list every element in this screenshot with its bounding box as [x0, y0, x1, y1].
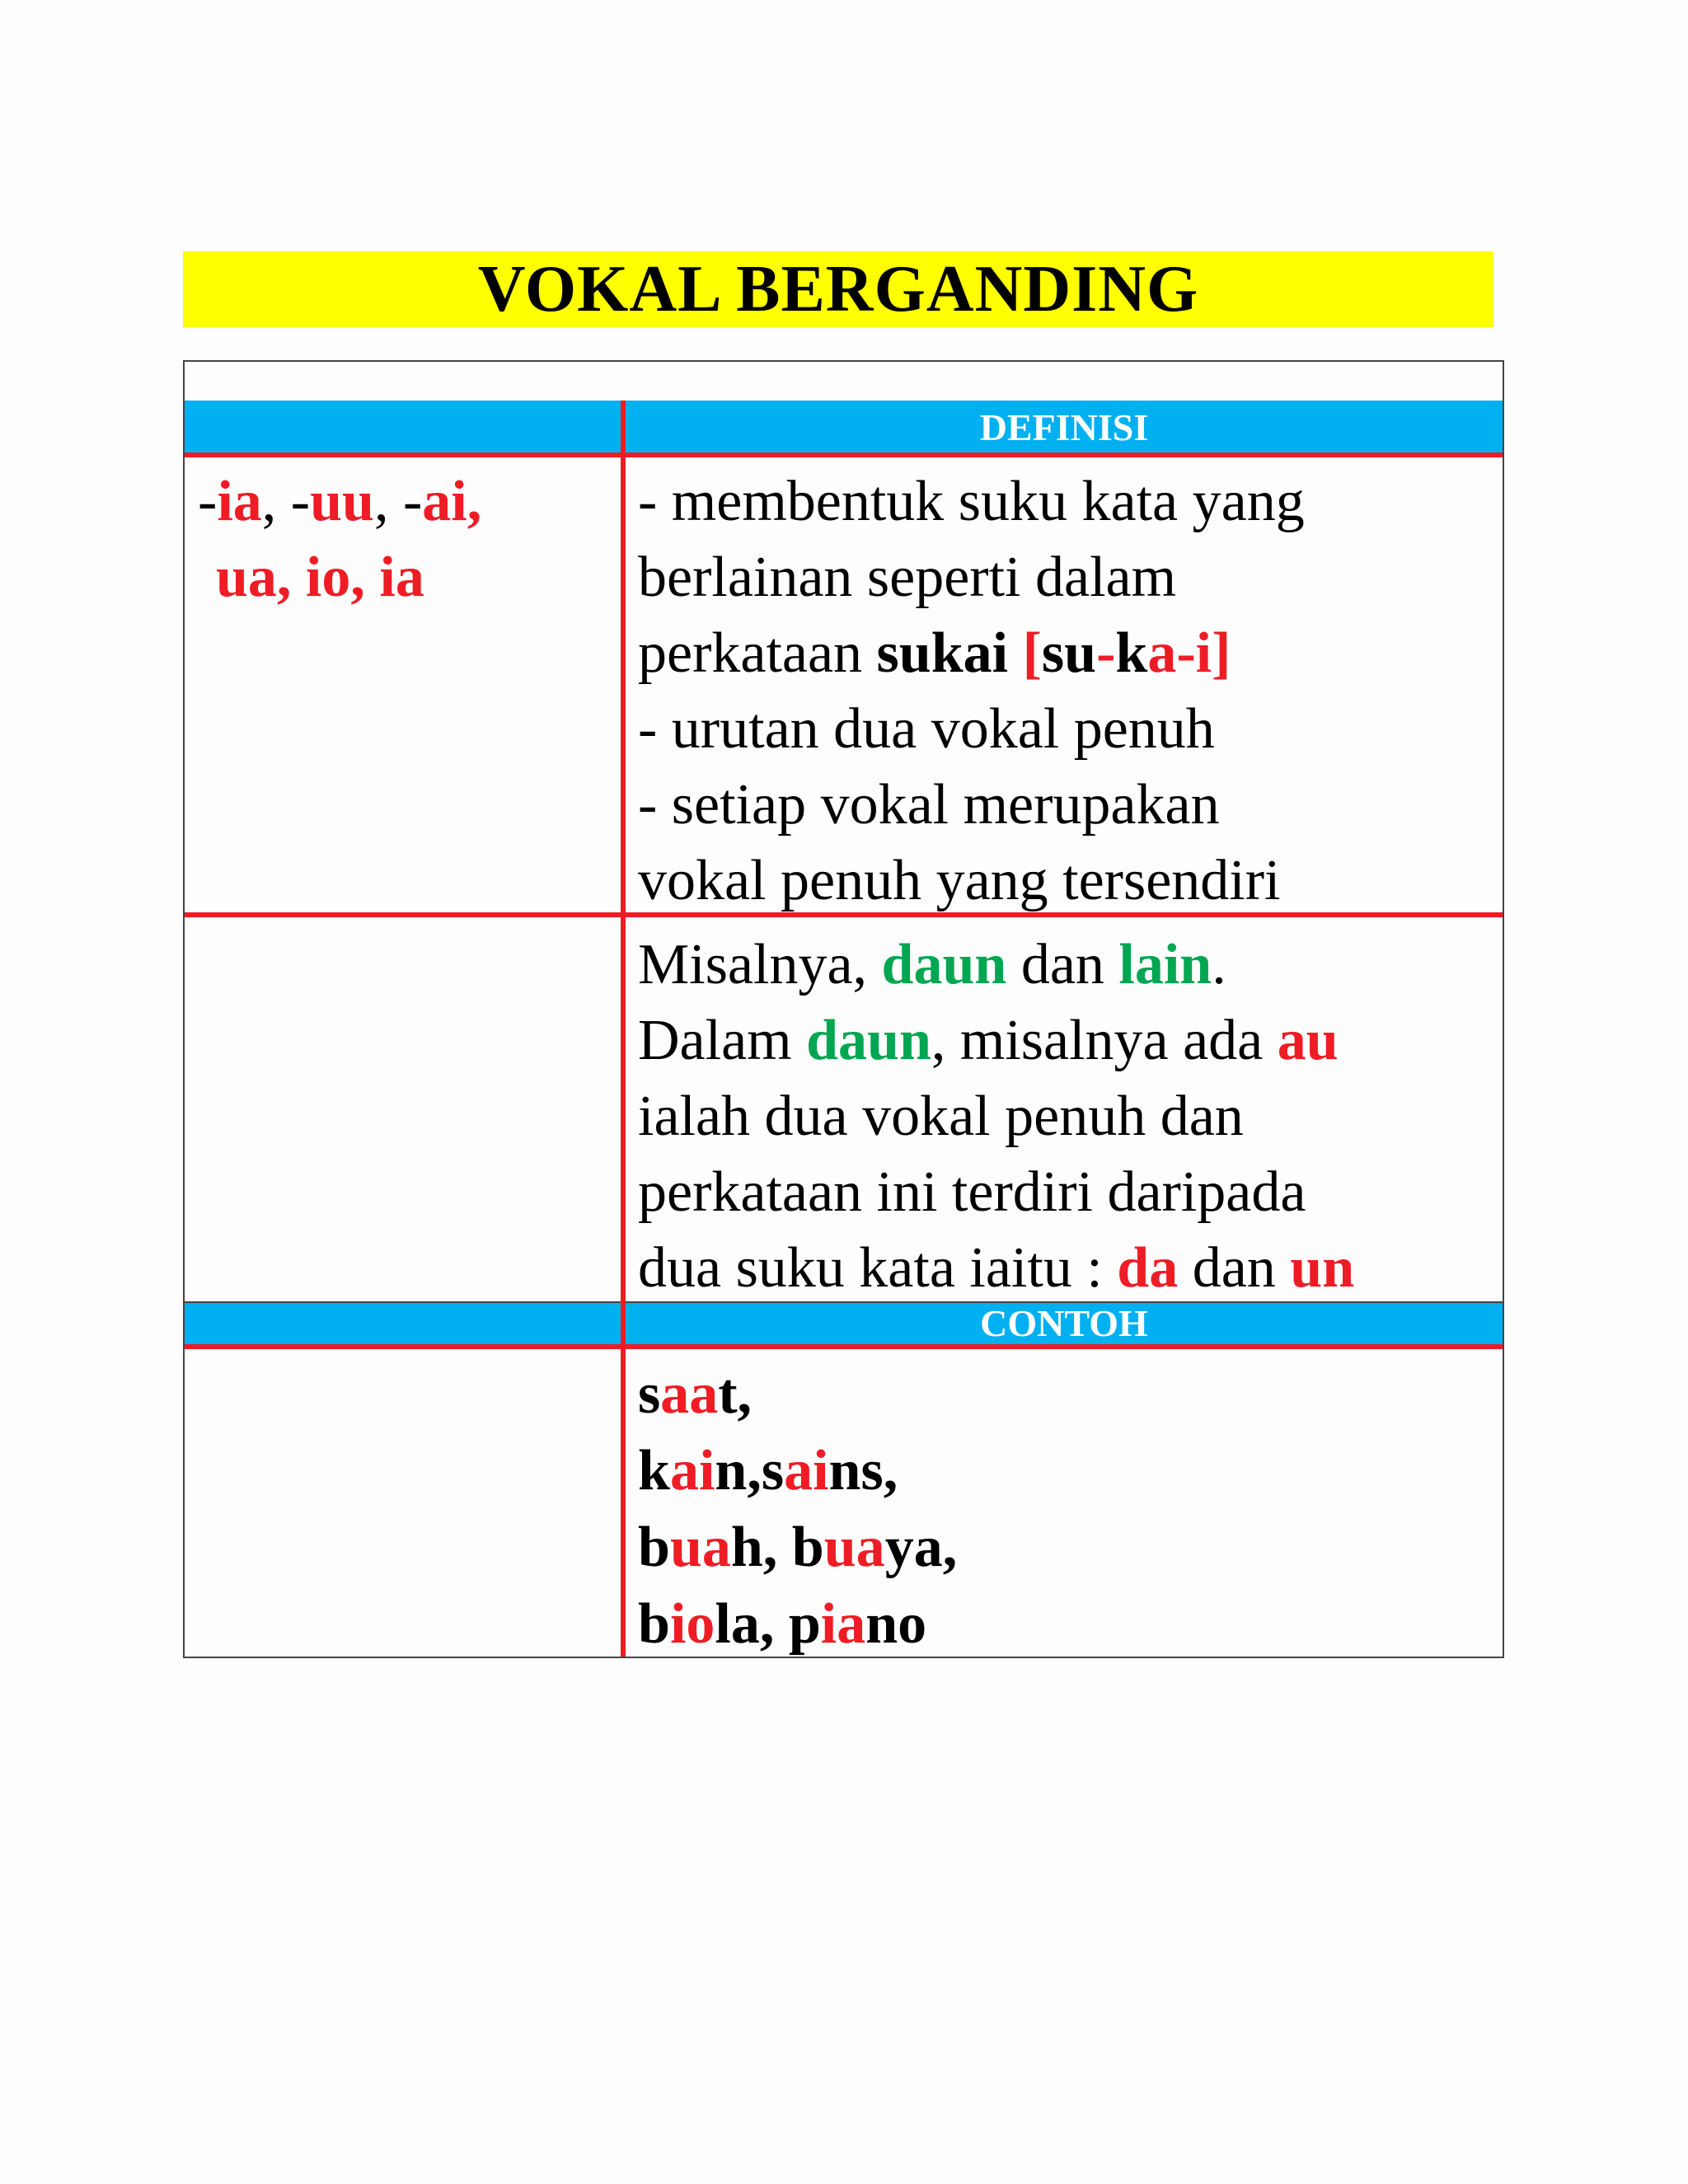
- text-line: [638, 927, 1495, 1003]
- vowel-pair-label: [198, 464, 614, 616]
- text-segment: au: [1277, 1009, 1339, 1072]
- text-segment: b: [638, 1516, 670, 1579]
- row-divider: [185, 912, 1503, 917]
- label-line: [198, 540, 614, 616]
- text-segment: a-i]: [1147, 621, 1231, 685]
- text-segment: [: [1022, 621, 1042, 685]
- definition-text: [638, 464, 1495, 919]
- text-segment: Dalam: [638, 1009, 807, 1072]
- text-segment: da: [1117, 1236, 1179, 1300]
- text-segment: su: [1041, 621, 1097, 685]
- text-line: [638, 616, 1495, 691]
- text-segment: ia: [217, 470, 262, 533]
- text-segment: aa: [660, 1362, 719, 1426]
- text-segment: -: [1096, 621, 1116, 685]
- text-line: [638, 1230, 1495, 1306]
- text-segment: - membentuk suku kata yang: [638, 470, 1305, 533]
- page-title: VOKAL BERGANDING: [183, 251, 1493, 327]
- text-segment: k: [1115, 621, 1148, 685]
- text-segment: uu: [310, 470, 374, 533]
- text-segment: ya,: [884, 1516, 958, 1579]
- text-line: [638, 1432, 1495, 1509]
- text-segment: ai: [784, 1439, 829, 1502]
- text-segment: b: [638, 1592, 670, 1656]
- text-line: [638, 540, 1495, 616]
- label-line: [198, 464, 614, 540]
- text-segment: vokal penuh yang tersendiri: [638, 849, 1281, 912]
- text-line: [638, 1079, 1495, 1155]
- text-segment: un: [1290, 1236, 1355, 1300]
- text-line: [638, 1155, 1495, 1230]
- text-segment: ai: [669, 1439, 715, 1502]
- row-divider: [185, 1344, 1503, 1349]
- text-line: [638, 1356, 1495, 1432]
- definition-header-label: DEFINISI: [979, 406, 1149, 448]
- text-segment: berlainan seperti dalam: [638, 546, 1177, 609]
- text-line: [638, 767, 1495, 843]
- text-segment: perkataan ini terdiri daripada: [638, 1160, 1306, 1224]
- text-line: [638, 1586, 1495, 1662]
- text-line: [638, 1509, 1495, 1586]
- text-segment: k: [638, 1439, 670, 1502]
- text-line: [638, 464, 1495, 540]
- text-segment: n,s: [715, 1439, 785, 1502]
- example-header-label: CONTOH: [980, 1302, 1148, 1344]
- text-line: [638, 1003, 1495, 1079]
- text-segment: daun: [881, 933, 1007, 996]
- text-segment: h, b: [730, 1516, 824, 1579]
- text-segment: lain: [1118, 933, 1212, 996]
- text-segment: s: [638, 1362, 661, 1426]
- definition-header: [185, 401, 1503, 452]
- text-segment: daun: [806, 1009, 931, 1072]
- text-segment: sukai: [876, 621, 1023, 685]
- text-line: [638, 843, 1495, 919]
- text-segment: ua, io, ia: [216, 546, 424, 609]
- text-segment: ns,: [828, 1439, 898, 1502]
- row-divider: [185, 452, 1503, 457]
- example-header: [185, 1303, 1503, 1344]
- text-segment: no: [865, 1592, 927, 1656]
- text-segment: ia: [820, 1592, 866, 1656]
- text-segment: -: [198, 470, 218, 533]
- text-segment: Misalnya,: [638, 933, 882, 996]
- text-segment: io: [669, 1592, 715, 1656]
- text-segment: .: [1212, 933, 1226, 996]
- text-segment: , -: [373, 470, 423, 533]
- vowel-table: [183, 360, 1504, 1658]
- text-segment: , -: [261, 470, 311, 533]
- text-line: [638, 691, 1495, 767]
- text-segment: ua: [823, 1516, 885, 1579]
- text-segment: dua suku kata iaitu :: [638, 1236, 1118, 1300]
- text-segment: dan: [1178, 1236, 1291, 1300]
- text-segment: ua: [669, 1516, 731, 1579]
- examples-text: [638, 1356, 1495, 1662]
- explanation-text: [638, 927, 1495, 1306]
- text-segment: - urutan dua vokal penuh: [638, 697, 1215, 761]
- text-segment: dan: [1006, 933, 1119, 996]
- text-segment: ialah dua vokal penuh dan: [638, 1085, 1244, 1148]
- text-segment: ai,: [422, 470, 482, 533]
- text-segment: , misalnya ada: [931, 1009, 1278, 1072]
- column-divider: [621, 401, 626, 1657]
- text-segment: perkataan: [638, 621, 877, 685]
- text-segment: t,: [718, 1362, 753, 1426]
- text-segment: - setiap vokal merupakan: [638, 773, 1220, 837]
- text-segment: la, p: [715, 1592, 821, 1656]
